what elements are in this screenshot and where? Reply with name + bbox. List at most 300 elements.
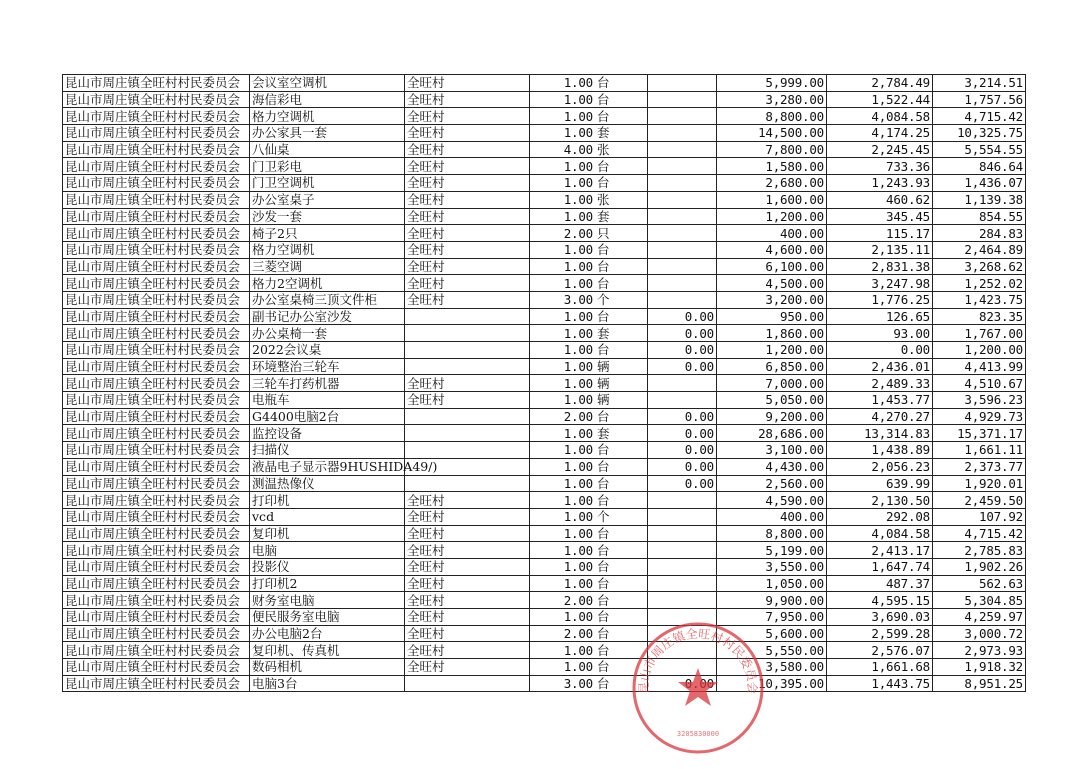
cell-org: 昆山市周庄镇全旺村村民委员会 xyxy=(63,525,250,542)
cell-qty: 1.00 xyxy=(530,458,596,475)
table-row xyxy=(63,275,1026,292)
cell-net: 4,510.67 xyxy=(933,375,1026,392)
cell-net: 3,000.72 xyxy=(933,625,1026,642)
cell-dep: 2,413.17 xyxy=(827,542,933,559)
cell-org: 昆山市周庄镇全旺村村民委员会 xyxy=(63,508,250,525)
cell-name: 门卫空调机 xyxy=(250,175,405,192)
table-row xyxy=(63,625,1026,642)
table-row xyxy=(63,75,1026,92)
cell-qty: 1.00 xyxy=(530,558,596,575)
table-row xyxy=(63,325,1026,342)
cell-loc: 全旺村 xyxy=(405,609,530,626)
cell-org: 昆山市周庄镇全旺村村民委员会 xyxy=(63,425,250,442)
cell-orig: 1,600.00 xyxy=(717,191,827,208)
cell-org: 昆山市周庄镇全旺村村民委员会 xyxy=(63,158,250,175)
cell-name: 门卫彩电 xyxy=(250,158,405,175)
cell-org: 昆山市周庄镇全旺村村民委员会 xyxy=(63,592,250,609)
cell-net: 4,413.99 xyxy=(933,358,1026,375)
cell-qty: 1.00 xyxy=(530,642,596,659)
cell-loc: 全旺村 xyxy=(405,525,530,542)
table-row xyxy=(63,191,1026,208)
table-body xyxy=(63,75,1026,692)
cell-orig: 8,800.00 xyxy=(717,108,827,125)
cell-name: 环境整治三轮车 xyxy=(250,358,405,375)
cell-net: 2,973.93 xyxy=(933,642,1026,659)
cell-dep: 2,436.01 xyxy=(827,358,933,375)
cell-net: 4,715.42 xyxy=(933,108,1026,125)
cell-orig: 6,850.00 xyxy=(717,358,827,375)
cell-dep: 126.65 xyxy=(827,308,933,325)
cell-org: 昆山市周庄镇全旺村村民委员会 xyxy=(63,642,250,659)
table-row xyxy=(63,642,1026,659)
cell-loc xyxy=(405,358,530,375)
cell-qty: 2.00 xyxy=(530,592,596,609)
cell-unit: 只 xyxy=(595,225,648,242)
cell-orig: 3,100.00 xyxy=(717,442,827,459)
cell-unit: 台 xyxy=(595,542,648,559)
table-row xyxy=(63,158,1026,175)
cell-dep: 2,489.33 xyxy=(827,375,933,392)
table-row xyxy=(63,141,1026,158)
cell-org: 昆山市周庄镇全旺村村民委员会 xyxy=(63,125,250,142)
cell-net: 1,767.00 xyxy=(933,325,1026,342)
cell-loc: 全旺村 xyxy=(405,291,530,308)
asset-register-table xyxy=(62,74,1026,692)
cell-dep: 345.45 xyxy=(827,208,933,225)
cell-orig: 2,680.00 xyxy=(717,175,827,192)
cell-z xyxy=(648,392,717,409)
cell-orig: 3,550.00 xyxy=(717,558,827,575)
cell-dep: 4,270.27 xyxy=(827,408,933,425)
cell-dep: 2,130.50 xyxy=(827,492,933,509)
cell-org: 昆山市周庄镇全旺村村民委员会 xyxy=(63,342,250,359)
cell-unit: 套 xyxy=(595,425,648,442)
cell-qty: 1.00 xyxy=(530,325,596,342)
cell-orig: 8,800.00 xyxy=(717,525,827,542)
table-row xyxy=(63,458,1026,475)
table-row xyxy=(63,291,1026,308)
cell-org: 昆山市周庄镇全旺村村民委员会 xyxy=(63,275,250,292)
cell-loc: 全旺村 xyxy=(405,141,530,158)
cell-name: 扫描仪 xyxy=(250,442,405,459)
cell-dep: 460.62 xyxy=(827,191,933,208)
cell-unit: 台 xyxy=(595,492,648,509)
table-row xyxy=(63,225,1026,242)
cell-loc: 全旺村 xyxy=(405,258,530,275)
cell-qty: 1.00 xyxy=(530,659,596,676)
table-row xyxy=(63,542,1026,559)
cell-z xyxy=(648,558,717,575)
cell-qty: 1.00 xyxy=(530,275,596,292)
cell-unit: 个 xyxy=(595,508,648,525)
cell-z xyxy=(648,275,717,292)
cell-name: 复印机、传真机 xyxy=(250,642,405,659)
cell-orig: 9,900.00 xyxy=(717,592,827,609)
cell-z xyxy=(648,91,717,108)
cell-dep: 4,084.58 xyxy=(827,108,933,125)
cell-loc: 全旺村 xyxy=(405,508,530,525)
cell-net: 4,259.97 xyxy=(933,609,1026,626)
cell-name: 三轮车打药机器 xyxy=(250,375,405,392)
cell-unit: 辆 xyxy=(595,358,648,375)
cell-qty: 1.00 xyxy=(530,525,596,542)
cell-unit: 张 xyxy=(595,191,648,208)
cell-qty: 1.00 xyxy=(530,375,596,392)
cell-qty: 1.00 xyxy=(530,475,596,492)
cell-qty: 1.00 xyxy=(530,125,596,142)
cell-org: 昆山市周庄镇全旺村村民委员会 xyxy=(63,375,250,392)
cell-orig: 4,430.00 xyxy=(717,458,827,475)
cell-unit: 台 xyxy=(595,525,648,542)
cell-z xyxy=(648,542,717,559)
cell-unit: 台 xyxy=(595,308,648,325)
cell-loc xyxy=(405,442,530,459)
cell-dep: 1,776.25 xyxy=(827,291,933,308)
cell-net: 1,920.01 xyxy=(933,475,1026,492)
cell-name: 液晶电子显示器9HUSHIDA49/) xyxy=(250,458,405,475)
cell-dep: 2,576.07 xyxy=(827,642,933,659)
cell-orig: 1,860.00 xyxy=(717,325,827,342)
cell-net: 1,661.11 xyxy=(933,442,1026,459)
cell-name: 测温热像仪 xyxy=(250,475,405,492)
cell-z: 0.00 xyxy=(648,308,717,325)
cell-net: 1,200.00 xyxy=(933,342,1026,359)
cell-name: 格力空调机 xyxy=(250,108,405,125)
table-row xyxy=(63,392,1026,409)
cell-orig: 950.00 xyxy=(717,308,827,325)
cell-unit: 个 xyxy=(595,291,648,308)
cell-unit: 台 xyxy=(595,158,648,175)
table-row xyxy=(63,425,1026,442)
cell-net: 846.64 xyxy=(933,158,1026,175)
cell-org: 昆山市周庄镇全旺村村民委员会 xyxy=(63,575,250,592)
cell-net: 3,214.51 xyxy=(933,75,1026,92)
cell-unit: 套 xyxy=(595,325,648,342)
cell-org: 昆山市周庄镇全旺村村民委员会 xyxy=(63,75,250,92)
cell-net: 5,304.85 xyxy=(933,592,1026,609)
cell-name: 三菱空调 xyxy=(250,258,405,275)
cell-dep: 2,784.49 xyxy=(827,75,933,92)
cell-dep: 2,599.28 xyxy=(827,625,933,642)
cell-orig: 7,000.00 xyxy=(717,375,827,392)
cell-net: 823.35 xyxy=(933,308,1026,325)
cell-qty: 1.00 xyxy=(530,392,596,409)
table-row xyxy=(63,308,1026,325)
cell-net: 2,459.50 xyxy=(933,492,1026,509)
cell-orig: 5,199.00 xyxy=(717,542,827,559)
cell-dep: 13,314.83 xyxy=(827,425,933,442)
cell-dep: 1,438.89 xyxy=(827,442,933,459)
cell-z xyxy=(648,125,717,142)
cell-org: 昆山市周庄镇全旺村村民委员会 xyxy=(63,191,250,208)
cell-loc: 全旺村 xyxy=(405,542,530,559)
table-row xyxy=(63,442,1026,459)
table-row xyxy=(63,342,1026,359)
table-row xyxy=(63,508,1026,525)
cell-unit: 辆 xyxy=(595,375,648,392)
cell-loc: 全旺村 xyxy=(405,175,530,192)
cell-dep: 93.00 xyxy=(827,325,933,342)
table-row xyxy=(63,575,1026,592)
cell-dep: 487.37 xyxy=(827,575,933,592)
cell-net: 107.92 xyxy=(933,508,1026,525)
cell-dep: 4,595.15 xyxy=(827,592,933,609)
cell-org: 昆山市周庄镇全旺村村民委员会 xyxy=(63,609,250,626)
cell-qty: 1.00 xyxy=(530,241,596,258)
cell-qty: 2.00 xyxy=(530,225,596,242)
cell-name: 格力2空调机 xyxy=(250,275,405,292)
cell-qty: 2.00 xyxy=(530,408,596,425)
cell-qty: 1.00 xyxy=(530,108,596,125)
cell-net: 2,464.89 xyxy=(933,241,1026,258)
cell-name: 电瓶车 xyxy=(250,392,405,409)
cell-name: 电脑 xyxy=(250,542,405,559)
cell-z xyxy=(648,75,717,92)
seal-code: 3205830000 xyxy=(676,730,720,738)
cell-loc xyxy=(405,475,530,492)
cell-qty: 1.00 xyxy=(530,358,596,375)
cell-org: 昆山市周庄镇全旺村村民委员会 xyxy=(63,475,250,492)
cell-z: 0.00 xyxy=(648,358,717,375)
cell-net: 284.83 xyxy=(933,225,1026,242)
cell-qty: 1.00 xyxy=(530,492,596,509)
cell-z: 0.00 xyxy=(648,342,717,359)
cell-z: 0.00 xyxy=(648,458,717,475)
cell-unit: 台 xyxy=(595,558,648,575)
cell-qty: 1.00 xyxy=(530,175,596,192)
cell-orig: 1,200.00 xyxy=(717,208,827,225)
cell-org: 昆山市周庄镇全旺村村民委员会 xyxy=(63,625,250,642)
seal-star-icon xyxy=(678,668,718,706)
cell-unit: 台 xyxy=(595,475,648,492)
cell-unit: 台 xyxy=(595,675,648,692)
cell-dep: 1,243.93 xyxy=(827,175,933,192)
cell-loc: 全旺村 xyxy=(405,241,530,258)
cell-org: 昆山市周庄镇全旺村村民委员会 xyxy=(63,659,250,676)
cell-loc xyxy=(405,325,530,342)
cell-unit: 台 xyxy=(595,659,648,676)
table-row xyxy=(63,125,1026,142)
cell-qty: 2.00 xyxy=(530,625,596,642)
cell-net: 1,902.26 xyxy=(933,558,1026,575)
cell-orig: 1,050.00 xyxy=(717,575,827,592)
cell-org: 昆山市周庄镇全旺村村民委员会 xyxy=(63,675,250,692)
cell-org: 昆山市周庄镇全旺村村民委员会 xyxy=(63,308,250,325)
table-row xyxy=(63,558,1026,575)
cell-orig: 1,580.00 xyxy=(717,158,827,175)
cell-loc: 全旺村 xyxy=(405,158,530,175)
cell-name: 投影仪 xyxy=(250,558,405,575)
cell-z: 0.00 xyxy=(648,475,717,492)
cell-orig: 3,280.00 xyxy=(717,91,827,108)
cell-net: 1,423.75 xyxy=(933,291,1026,308)
cell-qty: 1.00 xyxy=(530,342,596,359)
cell-unit: 台 xyxy=(595,342,648,359)
cell-dep: 3,247.98 xyxy=(827,275,933,292)
cell-dep: 4,084.58 xyxy=(827,525,933,542)
cell-unit: 台 xyxy=(595,609,648,626)
cell-name: 副书记办公室沙发 xyxy=(250,308,405,325)
cell-z xyxy=(648,375,717,392)
cell-org: 昆山市周庄镇全旺村村民委员会 xyxy=(63,175,250,192)
cell-orig: 4,590.00 xyxy=(717,492,827,509)
cell-name: 办公桌椅一套 xyxy=(250,325,405,342)
cell-qty: 1.00 xyxy=(530,575,596,592)
cell-net: 15,371.17 xyxy=(933,425,1026,442)
table-row xyxy=(63,208,1026,225)
cell-orig: 28,686.00 xyxy=(717,425,827,442)
cell-net: 1,139.38 xyxy=(933,191,1026,208)
cell-org: 昆山市周庄镇全旺村村民委员会 xyxy=(63,225,250,242)
cell-qty: 1.00 xyxy=(530,542,596,559)
cell-net: 3,596.23 xyxy=(933,392,1026,409)
table-row xyxy=(63,358,1026,375)
cell-unit: 台 xyxy=(595,275,648,292)
cell-orig: 10,395.00 xyxy=(717,675,827,692)
cell-z xyxy=(648,291,717,308)
cell-unit: 台 xyxy=(595,642,648,659)
cell-orig: 400.00 xyxy=(717,225,827,242)
table-row xyxy=(63,659,1026,676)
cell-org: 昆山市周庄镇全旺村村民委员会 xyxy=(63,408,250,425)
table-row xyxy=(63,108,1026,125)
cell-qty: 4.00 xyxy=(530,141,596,158)
cell-org: 昆山市周庄镇全旺村村民委员会 xyxy=(63,492,250,509)
table-row xyxy=(63,492,1026,509)
cell-qty: 1.00 xyxy=(530,75,596,92)
cell-z xyxy=(648,191,717,208)
cell-loc: 全旺村 xyxy=(405,642,530,659)
cell-qty: 1.00 xyxy=(530,442,596,459)
cell-dep: 2,056.23 xyxy=(827,458,933,475)
cell-z xyxy=(648,108,717,125)
table-row xyxy=(63,675,1026,692)
table-row xyxy=(63,592,1026,609)
cell-org: 昆山市周庄镇全旺村村民委员会 xyxy=(63,558,250,575)
table-row xyxy=(63,258,1026,275)
cell-loc: 全旺村 xyxy=(405,375,530,392)
cell-dep: 4,174.25 xyxy=(827,125,933,142)
cell-qty: 1.00 xyxy=(530,609,596,626)
cell-net: 854.55 xyxy=(933,208,1026,225)
cell-orig: 4,500.00 xyxy=(717,275,827,292)
cell-unit: 台 xyxy=(595,175,648,192)
cell-qty: 1.00 xyxy=(530,91,596,108)
cell-loc: 全旺村 xyxy=(405,558,530,575)
cell-org: 昆山市周庄镇全旺村村民委员会 xyxy=(63,542,250,559)
cell-loc xyxy=(405,425,530,442)
cell-orig: 14,500.00 xyxy=(717,125,827,142)
cell-org: 昆山市周庄镇全旺村村民委员会 xyxy=(63,258,250,275)
cell-net: 4,715.42 xyxy=(933,525,1026,542)
cell-name: 格力空调机 xyxy=(250,241,405,258)
cell-loc: 全旺村 xyxy=(405,625,530,642)
cell-orig: 4,600.00 xyxy=(717,241,827,258)
cell-qty: 1.00 xyxy=(530,308,596,325)
cell-orig: 400.00 xyxy=(717,508,827,525)
cell-net: 1,252.02 xyxy=(933,275,1026,292)
cell-orig: 5,600.00 xyxy=(717,625,827,642)
cell-dep: 1,661.68 xyxy=(827,659,933,676)
cell-orig: 7,800.00 xyxy=(717,141,827,158)
cell-org: 昆山市周庄镇全旺村村民委员会 xyxy=(63,141,250,158)
cell-qty: 1.00 xyxy=(530,425,596,442)
cell-dep: 733.36 xyxy=(827,158,933,175)
cell-loc: 全旺村 xyxy=(405,592,530,609)
cell-unit: 台 xyxy=(595,75,648,92)
cell-org: 昆山市周庄镇全旺村村民委员会 xyxy=(63,108,250,125)
cell-loc xyxy=(405,308,530,325)
cell-dep: 639.99 xyxy=(827,475,933,492)
cell-orig: 3,200.00 xyxy=(717,291,827,308)
cell-unit: 辆 xyxy=(595,392,648,409)
cell-orig: 2,560.00 xyxy=(717,475,827,492)
cell-name: 监控设备 xyxy=(250,425,405,442)
cell-dep: 115.17 xyxy=(827,225,933,242)
cell-z xyxy=(648,175,717,192)
cell-orig: 9,200.00 xyxy=(717,408,827,425)
cell-org: 昆山市周庄镇全旺村村民委员会 xyxy=(63,392,250,409)
table-row xyxy=(63,525,1026,542)
cell-dep: 1,647.74 xyxy=(827,558,933,575)
cell-unit: 台 xyxy=(595,442,648,459)
cell-qty: 1.00 xyxy=(530,258,596,275)
cell-net: 3,268.62 xyxy=(933,258,1026,275)
cell-unit: 套 xyxy=(595,125,648,142)
cell-loc: 全旺村 xyxy=(405,492,530,509)
cell-orig: 5,050.00 xyxy=(717,392,827,409)
cell-z xyxy=(648,508,717,525)
cell-net: 1,918.32 xyxy=(933,659,1026,676)
cell-loc: 全旺村 xyxy=(405,91,530,108)
cell-name: 沙发一套 xyxy=(250,208,405,225)
table-row xyxy=(63,241,1026,258)
cell-z xyxy=(648,208,717,225)
cell-z xyxy=(648,258,717,275)
cell-net: 4,929.73 xyxy=(933,408,1026,425)
cell-name: 椅子2只 xyxy=(250,225,405,242)
cell-qty: 1.00 xyxy=(530,158,596,175)
cell-dep: 2,135.11 xyxy=(827,241,933,258)
cell-loc: 全旺村 xyxy=(405,225,530,242)
cell-name: 电脑3台 xyxy=(250,675,405,692)
cell-orig: 3,580.00 xyxy=(717,659,827,676)
cell-z xyxy=(648,492,717,509)
cell-z xyxy=(648,141,717,158)
cell-qty: 3.00 xyxy=(530,291,596,308)
cell-unit: 台 xyxy=(595,408,648,425)
cell-qty: 1.00 xyxy=(530,508,596,525)
cell-z xyxy=(648,241,717,258)
cell-dep: 1,443.75 xyxy=(827,675,933,692)
cell-loc: 全旺村 xyxy=(405,75,530,92)
cell-net: 10,325.75 xyxy=(933,125,1026,142)
cell-loc xyxy=(405,342,530,359)
cell-name: 打印机 xyxy=(250,492,405,509)
cell-net: 2,373.77 xyxy=(933,458,1026,475)
cell-unit: 台 xyxy=(595,592,648,609)
cell-z: 0.00 xyxy=(648,325,717,342)
cell-unit: 台 xyxy=(595,575,648,592)
official-seal xyxy=(628,618,768,758)
cell-loc: 全旺村 xyxy=(405,125,530,142)
cell-org: 昆山市周庄镇全旺村村民委员会 xyxy=(63,91,250,108)
cell-name: 八仙桌 xyxy=(250,141,405,158)
cell-dep: 292.08 xyxy=(827,508,933,525)
cell-name: 办公家具一套 xyxy=(250,125,405,142)
cell-z xyxy=(648,575,717,592)
cell-qty: 1.00 xyxy=(530,191,596,208)
